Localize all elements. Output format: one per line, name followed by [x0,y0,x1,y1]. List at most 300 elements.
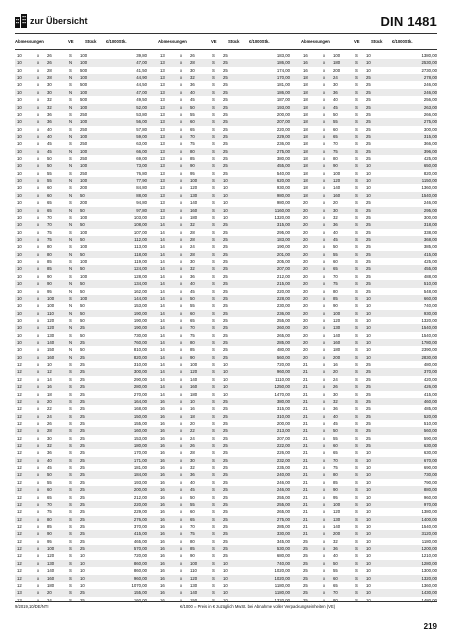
table-cell: 13 [17,597,22,603]
table-cell: 455,00 [276,163,290,169]
table-cell: 14 [160,295,165,301]
table-cell: 16 [160,457,165,463]
footer-rule [15,601,437,602]
table-cell: 45 [333,236,338,242]
table-cell: 25 [223,450,228,456]
table-cell: 25 [223,413,228,419]
table-cell: 110 [47,310,54,316]
table-cell: x [37,406,40,412]
back-to-overview-link[interactable] [15,14,88,28]
column-header: Abmessungen [15,39,44,44]
table-cell: x [180,229,183,235]
table-cell: x [323,259,326,265]
table-cell: 10 [366,457,371,463]
table-cell: 25 [80,420,85,426]
table-cell: 65 [47,200,52,206]
table-row [15,383,437,390]
table-cell: 14 [160,244,165,250]
table-cell: 10 [190,398,195,404]
table-cell: 25 [223,126,228,132]
table-cell: S [69,546,72,552]
table-cell: 730,00 [423,472,437,478]
table-cell: 21 [303,479,308,485]
table-cell: S [355,82,358,88]
table-cell: 1150,00 [421,178,437,184]
table-cell: 820,00 [133,354,147,360]
table-cell: 295,00 [276,229,290,235]
table-cell: S [212,207,215,213]
table-cell: x [37,295,40,301]
table-cell: 10 [366,67,371,73]
table-cell: S [69,185,72,191]
table-cell: S [355,126,358,132]
table-cell: 14 [160,281,165,287]
table-cell: 16 [160,568,165,574]
table-cell: 18 [303,111,308,117]
table-cell: 12 [17,362,22,368]
table-cell: 90 [333,487,338,493]
table-cell: x [180,67,183,73]
table-cell: 160 [333,340,341,346]
table-cell: x [180,317,183,323]
table-cell: 200 [80,185,88,191]
table-cell: x [323,501,326,507]
table-cell: 20 [303,303,308,309]
table-cell: 140 [333,185,341,191]
table-row [15,236,437,243]
table-cell: 25 [80,398,85,404]
table-row [15,52,437,59]
table-cell: 25 [80,524,85,529]
table-cell: S [69,524,72,529]
table-cell: 65 [333,582,338,588]
table-cell: S [212,384,215,390]
table-cell: 25 [366,391,371,397]
table-cell: 10 [366,516,371,522]
table-cell: 30 [47,82,52,88]
table-cell: 10 [366,354,371,360]
table-cell: 690,00 [423,465,437,471]
table-cell: 70 [47,214,52,220]
table-row [15,575,437,582]
table-cell: 80 [47,516,52,522]
table-cell: 318,00 [423,222,437,228]
table-cell: 18 [303,89,308,95]
table-cell: 25 [223,479,228,485]
table-cell: 16 [160,465,165,471]
table-cell: 12 [17,413,22,419]
table-cell: 47,00 [136,89,147,95]
table-cell: 10 [366,472,371,478]
table-cell: N [69,75,73,81]
table-cell: S [355,501,358,507]
table-cell: x [180,524,183,529]
table-cell: 180,00 [133,443,147,449]
table-cell: S [69,568,72,574]
table-cell: S [212,295,215,301]
table-cell: 49,50 [136,97,147,103]
table-cell: S [355,369,358,375]
table-cell: 25 [366,435,371,441]
table-cell: S [69,53,72,58]
table-cell: 1320,00 [274,214,290,220]
table-cell: x [180,575,183,581]
table-cell: 396,00 [423,148,437,154]
table-cell: 183,00 [276,53,290,58]
table-row [15,523,437,530]
table-cell: x [37,82,40,88]
table-cell: S [355,317,358,323]
table-cell: x [180,582,183,588]
table-cell: S [355,310,358,316]
table-cell: 20 [303,332,308,338]
table-cell: 345,00 [276,538,290,544]
table-cell: x [323,575,326,581]
table-cell: 25 [223,244,228,250]
table-cell: x [323,435,326,441]
column-header: VE [354,39,360,44]
table-cell: 25 [80,501,85,507]
table-cell: 21 [303,435,308,441]
table-cell: 100 [80,60,88,66]
table-cell: 1020,00 [274,568,290,574]
table-cell: 41,50 [136,67,147,73]
table-cell: S [355,89,358,95]
table-cell: 510,00 [423,281,437,287]
table-cell: 14 [160,332,165,338]
table-cell: 190,00 [276,244,290,250]
table-cell: 25 [223,148,228,154]
table-cell: 10 [223,560,228,566]
table-cell: 20 [303,310,308,316]
table-cell: S [355,67,358,73]
table-cell: 60 [190,310,195,316]
table-cell: 10 [80,575,85,581]
table-cell: 100 [80,119,88,125]
table-cell: 24 [47,413,52,419]
table-cell: 1430,00 [421,590,437,596]
table-cell: 25 [366,156,371,162]
table-cell: N [69,236,73,242]
table-cell: 548,00 [423,288,437,294]
table-cell: 40 [333,229,338,235]
table-cell: 246,00 [276,479,290,485]
table-cell: 315,00 [423,133,437,139]
table-cell: 10 [17,111,22,117]
table-cell: 10 [17,325,22,331]
table-cell: S [355,266,358,272]
table-cell: 10 [17,295,22,301]
table-cell: 30 [333,391,338,397]
table-cell: 50 [80,192,85,198]
table-cell: x [37,192,40,198]
table-cell: 10 [17,148,22,154]
table-cell: 930,00 [276,185,290,191]
table-cell: 810,00 [133,347,147,353]
table-cell: 75 [47,229,52,235]
table-row [15,221,437,228]
table-cell: 25 [366,443,371,449]
table-cell: 24 [190,244,195,250]
table-cell: 70 [190,133,195,139]
table-cell: 222,00 [276,443,290,449]
table-cell: 45 [190,97,195,103]
table-cell: 26 [47,420,52,426]
table-cell: 55 [333,568,338,574]
table-cell: 55 [190,111,195,117]
table-cell: 60 [333,575,338,581]
table-cell: 100 [190,362,198,368]
table-cell: 25 [366,148,371,154]
table-cell: 95 [333,494,338,500]
table-cell: 10 [17,133,22,139]
table-cell: 200 [333,354,341,360]
table-cell: 14 [160,288,165,294]
table-cell: N [69,222,73,228]
table-cell: 10 [366,332,371,338]
table-cell: S [69,450,72,456]
table-cell: 25 [223,524,228,529]
table-cell: 25 [223,494,228,500]
table-cell: 10 [366,170,371,176]
table-cell: 310,00 [276,413,290,419]
table-cell: 510,00 [423,420,437,426]
table-cell: 315,00 [276,406,290,412]
table-cell: S [355,148,358,154]
table-cell: 16 [160,398,165,404]
table-cell: S [69,590,72,596]
table-cell: 65 [47,494,52,500]
table-cell: 13 [160,97,165,103]
table-cell: 207,00 [276,119,290,125]
table-cell: 10 [366,450,371,456]
table-cell: 20 [303,207,308,213]
table-cell: x [37,156,40,162]
table-cell: S [355,347,358,353]
table-cell: S [69,531,72,537]
table-cell: S [355,104,358,110]
table-cell: 73,00 [136,163,147,169]
table-cell: 44,90 [136,75,147,81]
table-row [15,413,437,420]
table-cell: 160 [47,354,55,360]
table-cell: 180 [333,347,341,353]
table-cell: 270,00 [133,391,147,397]
table-cell: x [180,428,183,434]
table-cell: 95 [190,170,195,176]
table-cell: 25 [80,413,85,419]
table-cell: x [37,582,40,588]
table-cell: x [37,384,40,390]
table-cell: 488,00 [423,273,437,279]
table-cell: 84,80 [136,185,147,191]
table-cell: 16 [190,406,195,412]
table-cell: 25 [223,222,228,228]
table-cell: 30 [333,207,338,213]
table-cell: 25 [366,281,371,287]
table-cell: S [212,501,215,507]
table-cell: 1320,00 [274,597,290,603]
table-cell: 95 [47,288,52,294]
table-cell: S [355,141,358,147]
table-cell: x [180,214,183,220]
table-cell: 75 [47,509,52,515]
table-cell: 10 [17,163,22,169]
table-cell: 25 [366,141,371,147]
table-cell: 36 [47,450,52,456]
table-cell: N [69,303,73,309]
table-cell: 16 [160,524,165,529]
table-cell: N [69,340,73,346]
table-cell: S [355,428,358,434]
table-cell: x [37,281,40,287]
table-cell: 18 [303,82,308,88]
table-cell: 2730,00 [421,67,437,73]
table-cell: 30 [190,457,195,463]
table-cell: 10 [17,229,22,235]
table-cell: x [37,487,40,493]
table-cell: N [69,288,73,294]
table-cell: 25 [366,126,371,132]
table-cell: 12 [17,487,22,493]
table-cell: S [212,281,215,287]
table-cell: 100 [80,244,88,250]
table-row [15,162,437,169]
table-cell: x [323,178,326,184]
table-cell: 16 [160,560,165,566]
table-cell: x [180,398,183,404]
table-cell: 60 [333,259,338,265]
table-cell: 10 [366,317,371,323]
table-cell: 12 [17,479,22,485]
table-cell: 215,00 [276,281,290,287]
table-cell: N [69,178,73,184]
table-cell: 14 [160,259,165,265]
table-cell: x [37,472,40,478]
table-cell: 140 [333,524,341,529]
table-cell: 130 [333,325,341,331]
table-cell: 10 [223,369,228,375]
table-cell: 21 [303,443,308,449]
table-cell: x [180,222,183,228]
table-cell: x [180,236,183,242]
table-cell: 53,80 [136,111,147,117]
table-cell: 63,00 [136,141,147,147]
table-cell: x [37,207,40,213]
table-cell: x [323,207,326,213]
table-cell: 13 [160,163,165,169]
table-cell: 10 [17,332,22,338]
table-cell: S [212,133,215,139]
table-cell: 25 [80,384,85,390]
table-cell: 10 [17,310,22,316]
table-cell: 275,00 [276,148,290,154]
table-cell: 960,00 [276,369,290,375]
table-row [15,243,437,250]
table-cell: 16 [160,487,165,493]
table-cell: 128,00 [133,273,147,279]
table-cell: S [355,509,358,515]
table-cell: 80 [333,156,338,162]
table-cell: 12 [17,509,22,515]
table-cell: 20 [303,200,308,206]
table-cell: x [37,516,40,522]
table-cell: 300,00 [423,126,437,132]
table-cell: 55 [47,479,52,485]
table-cell: 10 [17,82,22,88]
table-cell: 18 [303,170,308,176]
table-cell: 181,00 [276,82,290,88]
table-cell: x [180,60,183,66]
table-cell: x [37,251,40,257]
table-cell: 18 [303,185,308,191]
table-cell: 21 [303,516,308,522]
table-cell: 40 [190,479,195,485]
table-cell: x [37,538,40,544]
table-cell: x [37,200,40,206]
table-row [15,265,437,272]
table-cell: S [212,214,215,220]
table-cell: 110 [190,568,197,574]
table-cell: 25 [223,229,228,235]
table-cell: 21 [303,398,308,404]
table-cell: 16 [303,60,308,66]
table-cell: 25 [223,288,228,294]
table-cell: 290,00 [133,376,147,382]
table-cell: x [323,582,326,588]
table-cell: 32 [190,266,195,272]
table-cell: 120 [47,325,55,331]
table-cell: x [37,509,40,515]
table-cell: 45 [47,148,52,154]
table-cell: 12 [17,369,22,375]
table-cell: S [69,214,72,220]
table-cell: 25 [80,391,85,397]
table-cell: x [37,354,40,360]
table-cell: x [37,325,40,331]
table-cell: 338,00 [423,229,437,235]
table-row [15,258,437,265]
table-cell: 10 [47,362,52,368]
table-cell: x [180,141,183,147]
table-row [15,494,437,501]
table-cell: S [355,354,358,360]
table-cell: 100 [80,163,88,169]
table-cell: 80 [47,251,52,257]
table-cell: 230,00 [276,303,290,309]
table-cell: x [323,597,326,603]
table-cell: 30 [47,435,52,441]
table-cell: 50 [80,222,85,228]
table-cell: 171,00 [133,457,147,463]
table-cell: 201,00 [276,251,290,257]
table-cell: 55 [333,119,338,125]
table-cell: 25 [80,457,85,463]
table-cell: 10 [223,207,228,213]
table-cell: 190,00 [133,325,147,331]
table-cell: 16 [160,472,165,478]
table-cell: S [212,148,215,154]
table-cell: 25 [366,288,371,294]
table-cell: x [37,236,40,242]
table-cell: 240,00 [276,472,290,478]
table-cell: x [37,575,40,581]
table-cell: 85 [333,479,338,485]
table-cell: 366,00 [423,141,437,147]
table-cell: 20 [303,288,308,294]
table-cell: 21 [303,369,308,375]
table-cell: 10 [17,126,22,132]
